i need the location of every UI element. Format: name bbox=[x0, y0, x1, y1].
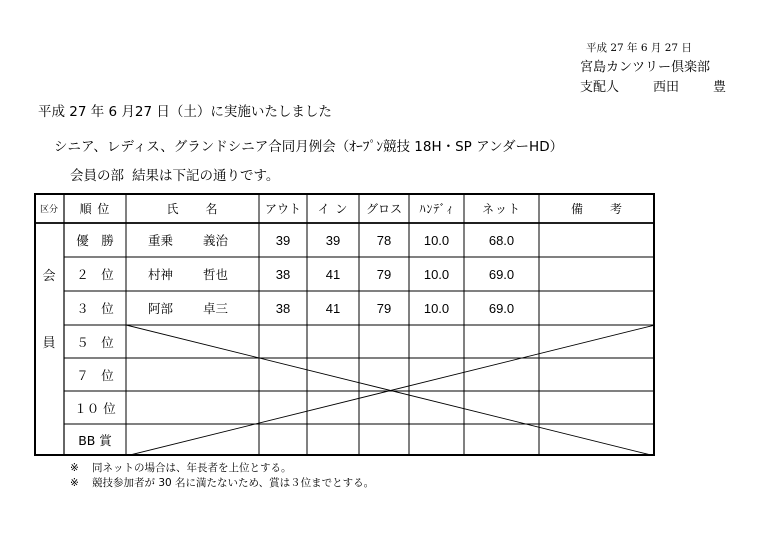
row-2-name bbox=[126, 257, 259, 291]
section-label: 会員の部 bbox=[70, 168, 124, 184]
row-6-rank: １０ 位 bbox=[74, 400, 116, 416]
row-2-in: 41 bbox=[325, 266, 341, 282]
row-3-remarks bbox=[539, 291, 655, 325]
row-2-rank: ２ 位 bbox=[76, 267, 114, 282]
row-1-rank: 優 勝 bbox=[76, 233, 114, 248]
row-1-family: 重乗 bbox=[148, 233, 174, 248]
row-2-remarks bbox=[539, 257, 655, 291]
row-3-given: 卓三 bbox=[203, 301, 229, 316]
header-remarks: 備 考 bbox=[570, 201, 623, 216]
header-handicap: ﾊﾝﾃﾞｨ bbox=[419, 201, 454, 216]
note-1-mark: ※ bbox=[70, 462, 79, 474]
header-net: ネット bbox=[481, 201, 521, 216]
manager-title: 支配人 bbox=[580, 80, 620, 95]
row-3-gross: 79 bbox=[376, 300, 392, 316]
header-out: アウト bbox=[264, 201, 301, 216]
document-date: 平成 27 年 6 月 27 日 bbox=[586, 42, 692, 54]
row-1-in: 39 bbox=[325, 232, 341, 248]
manager-given-name: 豊 bbox=[713, 80, 727, 95]
intro-date-line: 平成 27 年 6 月27 日（土）に実施いたしました bbox=[38, 104, 332, 120]
row-3-in: 41 bbox=[325, 300, 341, 316]
results-table bbox=[34, 193, 655, 456]
row-1-gross: 78 bbox=[376, 232, 392, 248]
results-text: 結果は下記の通りです。 bbox=[132, 168, 280, 184]
header-in: イ ン bbox=[317, 201, 349, 216]
row-1-name bbox=[126, 223, 259, 257]
row-1-out: 39 bbox=[275, 232, 291, 248]
club-name: 宮島カンツリー倶楽部 bbox=[580, 60, 711, 75]
row-3-name bbox=[126, 291, 259, 325]
row-2-net: 69.0 bbox=[488, 266, 515, 282]
row-2-gross: 79 bbox=[376, 266, 392, 282]
row-3-family: 阿部 bbox=[148, 301, 174, 316]
header-gross: グロス bbox=[365, 201, 402, 216]
header-division: 区分 bbox=[39, 204, 58, 215]
row-1-given: 義治 bbox=[203, 233, 229, 248]
row-3-net: 69.0 bbox=[488, 300, 515, 316]
row-2-given: 哲也 bbox=[203, 267, 229, 282]
note-2-mark: ※ bbox=[70, 477, 79, 489]
division-label-bottom: 員 bbox=[42, 336, 56, 351]
row-1-handicap: 10.0 bbox=[423, 232, 450, 248]
note-1 bbox=[70, 460, 292, 475]
manager-signature bbox=[580, 76, 726, 95]
row-5-rank: ７ 位 bbox=[76, 367, 114, 383]
row-2-handicap: 10.0 bbox=[423, 266, 450, 282]
row-4-rank: ５ 位 bbox=[76, 334, 114, 350]
note-1-text: 同ネットの場合は、年長者を上位とする。 bbox=[92, 462, 292, 474]
header-rank: 順 位 bbox=[79, 201, 111, 216]
header-name: 氏 名 bbox=[166, 201, 219, 216]
row-3-handicap: 10.0 bbox=[423, 300, 450, 316]
row-1-net: 68.0 bbox=[488, 232, 515, 248]
row-3-rank: ３ 位 bbox=[76, 301, 114, 316]
row-2-out: 38 bbox=[275, 266, 291, 282]
note-2 bbox=[70, 475, 374, 490]
note-2-text: 競技参加者が 30 名に満たないため、賞は３位までとする。 bbox=[92, 477, 375, 489]
division-label-top: 会 bbox=[42, 268, 56, 284]
row-1-remarks bbox=[539, 223, 655, 257]
manager-family-name: 西田 bbox=[653, 80, 680, 95]
intro-competition-line: シニア、レディス、グランドシニア合同月例会（ｵｰﾌﾟﾝ競技 18H・SP アンダーHD） bbox=[54, 139, 564, 155]
row-2-family: 村神 bbox=[148, 267, 174, 282]
row-7-rank: BB 賞 bbox=[78, 433, 112, 448]
row-3-out: 38 bbox=[275, 300, 291, 316]
intro-results-line bbox=[70, 164, 279, 184]
